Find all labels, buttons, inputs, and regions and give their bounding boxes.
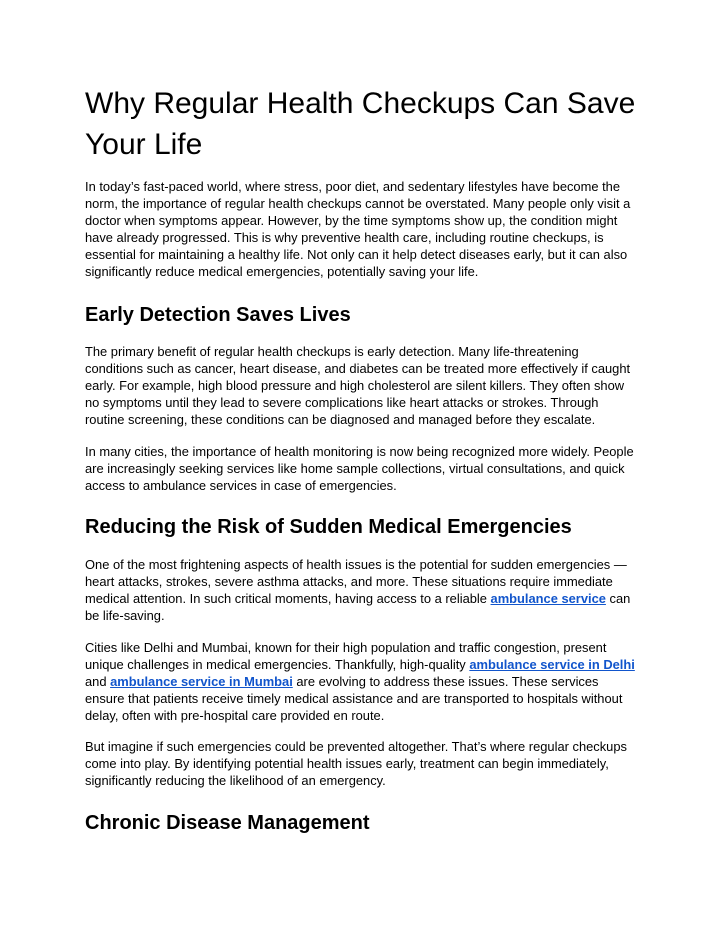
section-heading-chronic-disease: Chronic Disease Management <box>85 812 370 834</box>
emergencies-paragraph-1 <box>85 556 637 624</box>
ambulance-service-link[interactable]: ambulance service <box>490 591 606 607</box>
text-span: can be life-saving. <box>85 591 631 624</box>
text-span: are evolving to address these issues. These services ensure that patients receive timely medical assistance and are transported to hospitals without delay, often with pre-hospital care provided en route. <box>85 674 623 724</box>
section-heading-early-detection: Early Detection Saves Lives <box>85 304 351 326</box>
early-detection-paragraph-1: The primary benefit of regular health checkups is early detection. Many life-threatening conditions such as cancer, heart disease, and diabetes can be treated more effectively if caught early. For example, high blood pressure and high cholesterol are silent killers. They often show no symptoms until they lead to severe complications like heart attacks or strokes. Through routine screening, these conditions can be diagnosed and managed before they escalate. <box>85 344 631 428</box>
emergencies-paragraph-2 <box>85 639 637 724</box>
emergencies-paragraph-3: But imagine if such emergencies could be prevented altogether. That’s where regular checkups come into play. By identifying potential health issues early, treatment can begin immediately, significantly reducing the likelihood of an emergency. <box>85 739 627 789</box>
text-span: One of the most frightening aspects of health issues is the potential for sudden emergencies — heart attacks, strokes, severe asthma attacks, and more. These situations require immediate medical attention. In such critical moments, having access to a reliable <box>85 557 627 607</box>
ambulance-service-mumbai-link[interactable]: ambulance service in Mumbai <box>110 674 293 690</box>
page-title: Why Regular Health Checkups Can Save Your Life <box>85 87 636 161</box>
ambulance-service-delhi-link[interactable]: ambulance service in Delhi <box>469 657 635 673</box>
early-detection-paragraph-2: In many cities, the importance of health monitoring is now being recognized more widely. People are increasingly seeking services like home sample collections, virtual consultations, and quick access to ambulance services in case of emergencies. <box>85 444 634 494</box>
intro-paragraph: In today’s fast-paced world, where stress, poor diet, and sedentary lifestyles have become the norm, the importance of regular health checkups cannot be overstated. Many people only visit a doctor when symptoms appear. However, by the time symptoms show up, the condition might have already progressed. This is why preventive health care, including routine checkups, is essential for maintaining a healthy life. Not only can it help detect diseases early, but it can also significantly reduce medical emergencies, potentially saving your life. <box>85 179 631 280</box>
section-heading-emergencies: Reducing the Risk of Sudden Medical Emergencies <box>85 516 572 538</box>
text-span: Cities like Delhi and Mumbai, known for their high population and traffic congestion, present unique challenges in medical emergencies. Thankfully, high-quality <box>85 640 607 673</box>
text-span: and <box>85 674 111 690</box>
